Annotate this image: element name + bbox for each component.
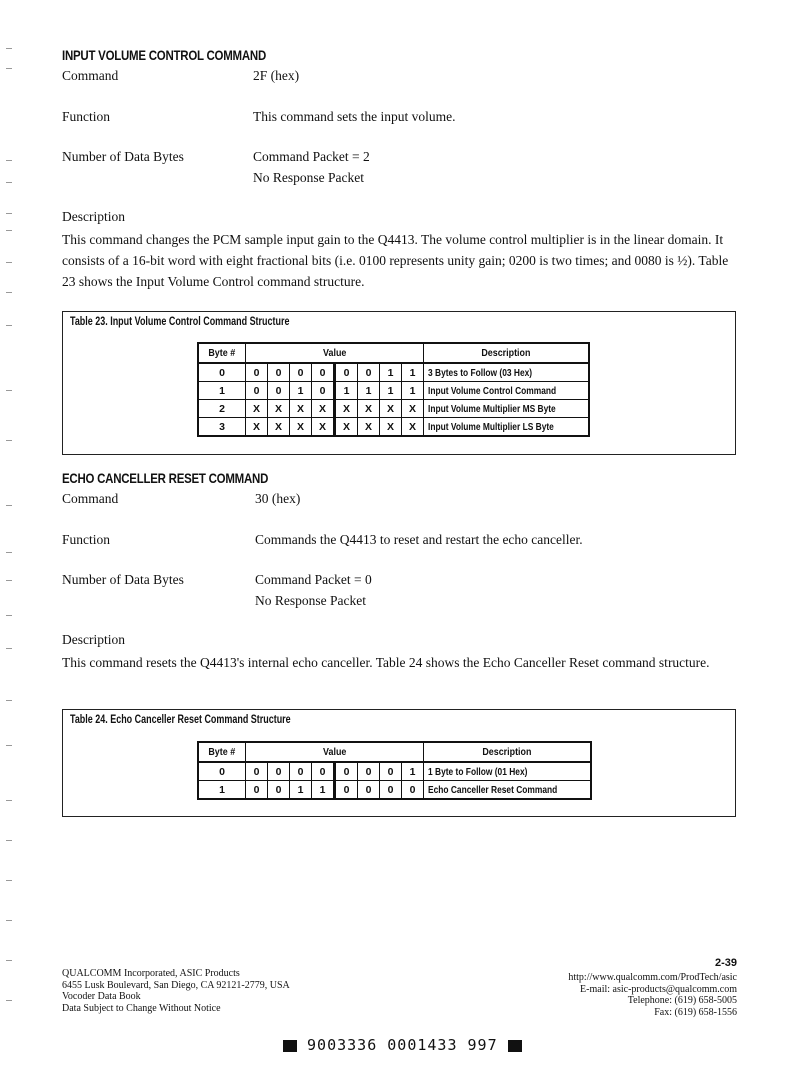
header-description: Description <box>424 742 591 762</box>
bit-cell: 0 <box>358 363 380 382</box>
desc-cell: Input Volume Multiplier MS Byte <box>424 400 590 418</box>
table23 <box>197 342 590 437</box>
command-label: Command <box>62 491 119 506</box>
footer-left-line: QUALCOMM Incorporated, ASIC Products <box>62 968 240 979</box>
bit-cell: X <box>358 418 380 437</box>
section2-heading: ECHO CANCELLER RESET COMMAND <box>62 470 269 486</box>
bit-cell: 0 <box>380 781 402 800</box>
table-header-row <box>198 742 591 762</box>
table-row <box>198 400 589 418</box>
bit-cell: 0 <box>402 781 424 800</box>
bit-cell: X <box>268 418 290 437</box>
header-byte: Byte # <box>198 742 246 762</box>
data-bytes-label: Number of Data Bytes <box>62 149 184 164</box>
section1-heading: INPUT VOLUME CONTROL COMMAND <box>62 47 267 63</box>
header-value: Value <box>246 742 424 762</box>
bit-cell: X <box>402 418 424 437</box>
bit-cell: 0 <box>335 363 358 382</box>
function-label: Function <box>62 109 111 124</box>
bit-cell: 0 <box>268 781 290 800</box>
footer-email[interactable]: E-mail: asic-products@qualcomm.com <box>580 983 737 995</box>
bit-cell: 0 <box>246 382 268 400</box>
bit-cell: X <box>380 400 402 418</box>
byte-cell: 2 <box>198 400 246 418</box>
table-header-row <box>198 343 589 363</box>
bit-cell: 1 <box>402 363 424 382</box>
table23-caption: Table 23. Input Volume Control Command Structure <box>70 316 290 328</box>
page-number: 2-39 <box>714 957 737 969</box>
description-label: Description <box>62 209 125 224</box>
bit-cell: 0 <box>358 762 380 781</box>
footer-url[interactable]: http://www.qualcomm.com/ProdTech/asic <box>568 972 737 983</box>
byte-cell: 0 <box>198 363 246 382</box>
barcode <box>283 1036 522 1054</box>
bit-cell: 0 <box>358 781 380 800</box>
bit-cell: 1 <box>380 363 402 382</box>
footer-left-line: Vocoder Data Book <box>62 991 141 1002</box>
table-row <box>198 781 591 800</box>
barcode-block-left <box>283 1040 297 1052</box>
bit-cell: X <box>268 400 290 418</box>
data-bytes-value2: No Response Packet <box>253 170 364 185</box>
header-description: Description <box>424 343 590 363</box>
barcode-block-right <box>508 1040 522 1052</box>
bit-cell: 0 <box>246 363 268 382</box>
bit-cell: 1 <box>335 382 358 400</box>
footer-telephone: Telephone: (619) 658-5005 <box>627 995 737 1006</box>
bit-cell: 1 <box>402 382 424 400</box>
function-label: Function <box>62 532 111 547</box>
bit-cell: 0 <box>290 762 312 781</box>
footer-fax: Fax: (619) 658-1556 <box>654 1006 737 1018</box>
bit-cell: 1 <box>358 382 380 400</box>
footer-left-line: 6455 Lusk Boulevard, San Diego, CA 92121-2779, USA <box>62 979 290 991</box>
bit-cell: 0 <box>246 781 268 800</box>
byte-cell: 3 <box>198 418 246 437</box>
footer-left <box>62 968 290 1014</box>
bit-cell: 1 <box>402 762 424 781</box>
bit-cell: 1 <box>290 781 312 800</box>
bit-cell: X <box>358 400 380 418</box>
bit-cell: X <box>290 400 312 418</box>
bit-cell: X <box>335 400 358 418</box>
command-value: 30 (hex) <box>255 491 301 506</box>
desc-cell: 1 Byte to Follow (01 Hex) <box>424 762 591 781</box>
header-value: Value <box>246 343 424 363</box>
table24 <box>197 741 592 800</box>
header-byte: Byte # <box>198 343 246 363</box>
bit-cell: X <box>312 418 335 437</box>
bit-cell: X <box>335 418 358 437</box>
desc-cell: Input Volume Control Command <box>424 382 590 400</box>
table-row <box>198 418 589 437</box>
function-value: This command sets the input volume. <box>253 109 456 124</box>
bit-cell: X <box>290 418 312 437</box>
table-row <box>198 762 591 781</box>
bit-cell: X <box>402 400 424 418</box>
description-text: This command resets the Q4413's internal echo canceller. Table 24 shows the Echo Canceller Reset command structure. <box>62 655 710 670</box>
function-value: Commands the Q4413 to reset and restart the echo canceller. <box>255 532 583 547</box>
bit-cell: X <box>380 418 402 437</box>
byte-cell: 0 <box>198 762 246 781</box>
command-value: 2F (hex) <box>253 68 300 83</box>
table-row <box>198 363 589 382</box>
bit-cell: X <box>246 418 268 437</box>
bit-cell: 0 <box>246 762 268 781</box>
table24-caption: Table 24. Echo Canceller Reset Command Structure <box>70 714 291 726</box>
data-bytes-value2: No Response Packet <box>255 593 366 608</box>
bit-cell: 0 <box>312 382 335 400</box>
data-bytes-value: Command Packet = 0 <box>255 572 372 587</box>
byte-cell: 1 <box>198 382 246 400</box>
data-bytes-label: Number of Data Bytes <box>62 572 184 587</box>
table-row <box>198 382 589 400</box>
bit-cell: 0 <box>268 363 290 382</box>
bit-cell: 0 <box>268 382 290 400</box>
bit-cell: 1 <box>380 382 402 400</box>
bit-cell: 0 <box>312 762 335 781</box>
bit-cell: 1 <box>312 781 335 800</box>
description-label: Description <box>62 632 125 647</box>
bit-cell: 0 <box>312 363 335 382</box>
footer-right <box>568 972 737 1018</box>
bit-cell: 0 <box>335 762 358 781</box>
bit-cell: 0 <box>268 762 290 781</box>
bit-cell: 1 <box>290 382 312 400</box>
description-text: This command changes the PCM sample input gain to the Q4413. The volume control multiplier is in the linear domain. It consists of a 16-bit word with eight fractional bits (i.e. 0100 represents unity gain; 0200 is two times; and 0080 is ½). Table 23 shows the Input Volume Control command structure. <box>62 232 729 289</box>
bit-cell: X <box>246 400 268 418</box>
desc-cell: 3 Bytes to Follow (03 Hex) <box>424 363 590 382</box>
bit-cell: X <box>312 400 335 418</box>
data-bytes-value: Command Packet = 2 <box>253 149 370 164</box>
footer-left-line: Data Subject to Change Without Notice <box>62 1002 221 1014</box>
bit-cell: 0 <box>290 363 312 382</box>
bit-cell: 0 <box>380 762 402 781</box>
command-label: Command <box>62 68 119 83</box>
bit-cell: 0 <box>335 781 358 800</box>
barcode-text: 9003336 0001433 997 <box>307 1036 498 1054</box>
byte-cell: 1 <box>198 781 246 800</box>
desc-cell: Input Volume Multiplier LS Byte <box>424 418 590 437</box>
desc-cell: Echo Canceller Reset Command <box>424 781 591 800</box>
